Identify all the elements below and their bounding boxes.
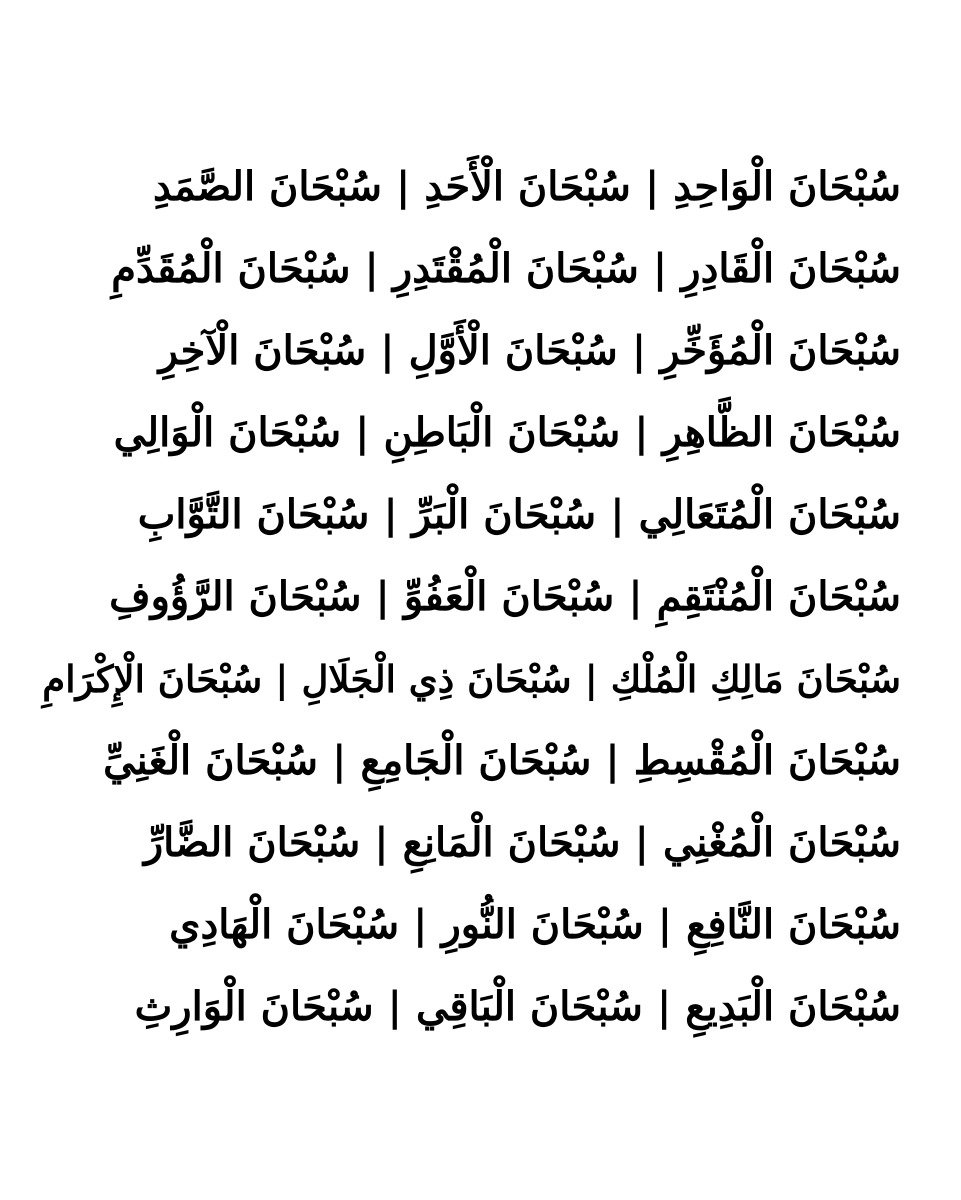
text-line-1: سُبْحَانَ الْوَاحِدِ | سُبْحَانَ الْأَحَدِ | سُبْحَانَ الصَّمَدِ [152,163,901,210]
text-line-6: سُبْحَانَ الْمُنْتَقِمِ | سُبْحَانَ الْعَفُوِّ | سُبْحَانَ الرَّؤُوفِ [109,573,901,620]
text-line-2: سُبْحَانَ الْقَادِرِ | سُبْحَانَ الْمُقْتَدِرِ | سُبْحَانَ الْمُقَدِّمِ [111,245,901,292]
text-line-4: سُبْحَانَ الظَّاهِرِ | سُبْحَانَ الْبَاطِنِ | سُبْحَانَ الْوَالِي [113,409,901,456]
text-line-5: سُبْحَانَ الْمُتَعَالِي | سُبْحَانَ الْبَرِّ | سُبْحَانَ التَّوَّابِ [137,491,901,538]
dhikr-text-block [21,146,901,1048]
text-line-7: سُبْحَانَ مَالِكِ الْمُلْكِ | سُبْحَانَ ذِي الْجَلَالِ | سُبْحَانَ الْإِكْرَامِ [42,657,901,701]
text-line-8: سُبْحَانَ الْمُقْسِطِ | سُبْحَانَ الْجَامِعِ | سُبْحَانَ الْغَنِيِّ [103,737,901,784]
text-line-3: سُبْحَانَ الْمُؤَخِّرِ | سُبْحَانَ الْأَوَّلِ | سُبْحَانَ الْآخِرِ [158,327,901,374]
text-line-10: سُبْحَانَ النَّافِعِ | سُبْحَانَ النُّورِ | سُبْحَانَ الْهَادِي [169,901,901,948]
text-line-9: سُبْحَانَ الْمُغْنِي | سُبْحَانَ الْمَانِعِ | سُبْحَانَ الضَّارِّ [143,819,901,866]
text-line-11: سُبْحَانَ الْبَدِيعِ | سُبْحَانَ الْبَاقِي | سُبْحَانَ الْوَارِثِ [134,983,901,1030]
